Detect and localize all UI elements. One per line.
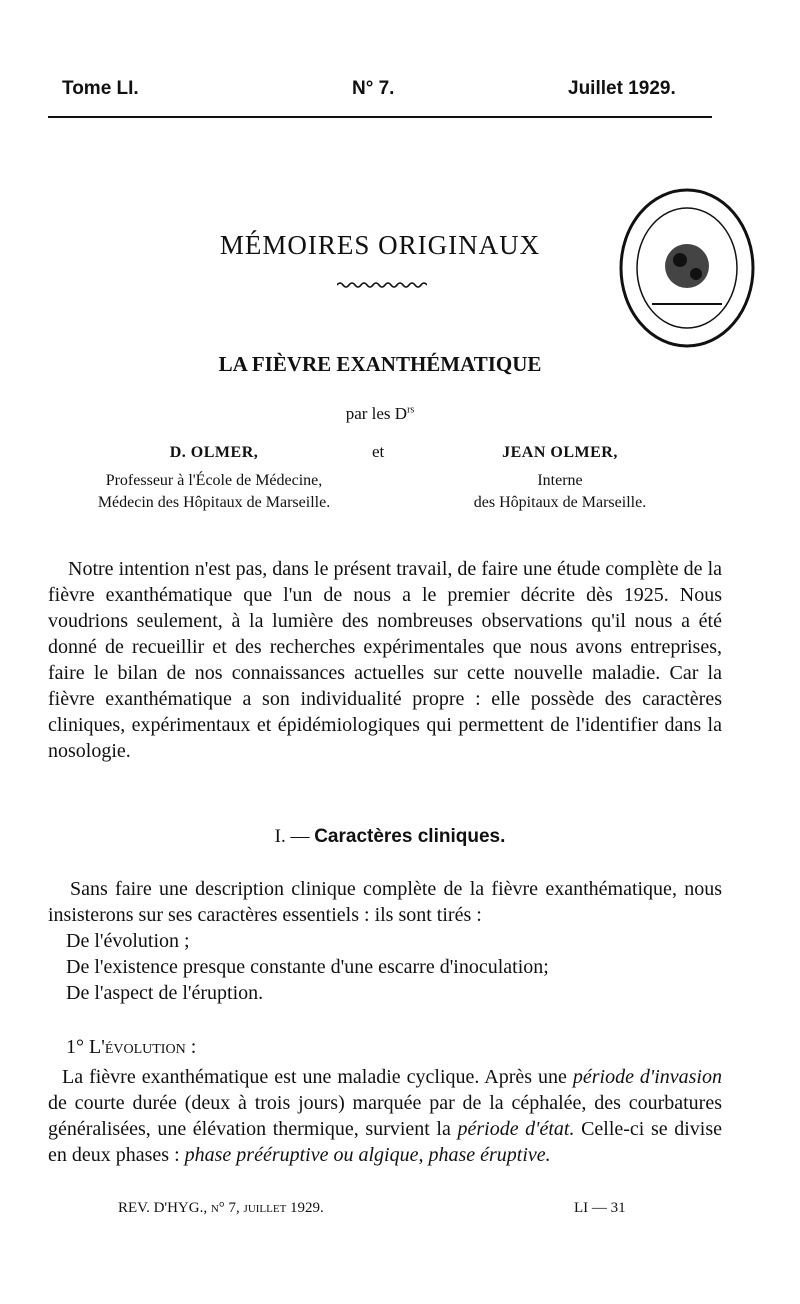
author-2-title-2: des Hôpitaux de Marseille. [473,494,647,511]
evolution-italic-2: période d'état. [457,1118,575,1140]
article-title: LA FIÈVRE EXANTHÉMATIQUE [218,352,542,376]
header-tome: Tome LI. [62,78,139,99]
author-1-title-2: Médecin des Hôpitaux de Marseille. [97,494,331,511]
subsection-title: L'évolution : [89,1036,197,1058]
library-stamp [614,184,760,352]
author-1 [64,442,364,514]
clinical-item-2: De l'existence presque constante d'une escarre d'inoculation; [66,956,549,978]
evolution-italic-1: période d'invasion [572,1066,722,1088]
author-2 [430,442,690,514]
header-number: N° 7. [352,78,395,99]
footer-citation: REV. D'HYG., n° 7, juillet 1929. [118,1200,324,1216]
evolution-italic-4: phase éruptive. [428,1144,551,1166]
byline-text: par les D [345,404,408,423]
intro-paragraph: Notre intention n'est pas, dans le présent travail, de faire une étude complète de la fièvre exanthématique que l'un de nous a le premier décrite dès 1925. Nous voudrions seulement, à la lumière des nombreuses observations qu'il nous a été donné de recueillir et des recherches expérimentales que nous avons entreprises, faire le bilan de nos connaissances actuelles sur cette nouvelle maladie. Car la fièvre exanthématique a son individualité propre : elle possède des caractères cliniques, expérimentaux et épidémiologiques qui permettent de l'identifier dans la nosologie. [48,558,722,762]
author-1-name: D. OLMER, [169,444,259,461]
section-title: MÉMOIRES ORIGINAUX [219,230,541,260]
clinical-paragraph [48,876,722,1006]
subsection-heading [66,1036,196,1059]
header-date: Juillet 1929. [568,78,676,99]
evolution-text-4: , [418,1144,424,1166]
subsection-number: 1° [66,1036,84,1058]
byline-sup: rs [407,404,415,416]
header-rule [48,116,712,118]
evolution-paragraph [48,1064,722,1168]
evolution-text-2: de courte durée (deux à trois jours) marquée par de la céphalée, des courbatures généralisées, une élévation thermique, survient la [48,1092,722,1140]
evolution-text-3: Celle-ci se divise en deux phases : [48,1118,723,1166]
byline-conjunction: et [372,442,385,461]
evolution-text-1: La fièvre exanthématique est une maladie cyclique. Après une [62,1066,567,1088]
footer-page: LI — 31 [574,1200,626,1216]
section-heading [0,826,780,848]
author-2-name: JEAN OLMER, [502,444,618,461]
byline [0,404,760,424]
section-number: I. — [274,826,310,847]
section-heading-title: Caractères cliniques. [314,826,506,847]
author-1-title-1: Professeur à l'École de Médecine, [105,472,323,489]
evolution-italic-3: phase prééruptive ou algique [184,1144,419,1166]
clinical-intro: Sans faire une description clinique complète de la fièvre exanthématique, nous insisterons sur ses caractères essentiels : ils sont tirés : [48,878,722,926]
clinical-item-1: De l'évolution ; [66,930,190,952]
author-2-title-1: Interne [537,472,583,489]
wavy-divider [337,280,427,290]
clinical-item-3: De l'aspect de l'éruption. [66,982,264,1004]
